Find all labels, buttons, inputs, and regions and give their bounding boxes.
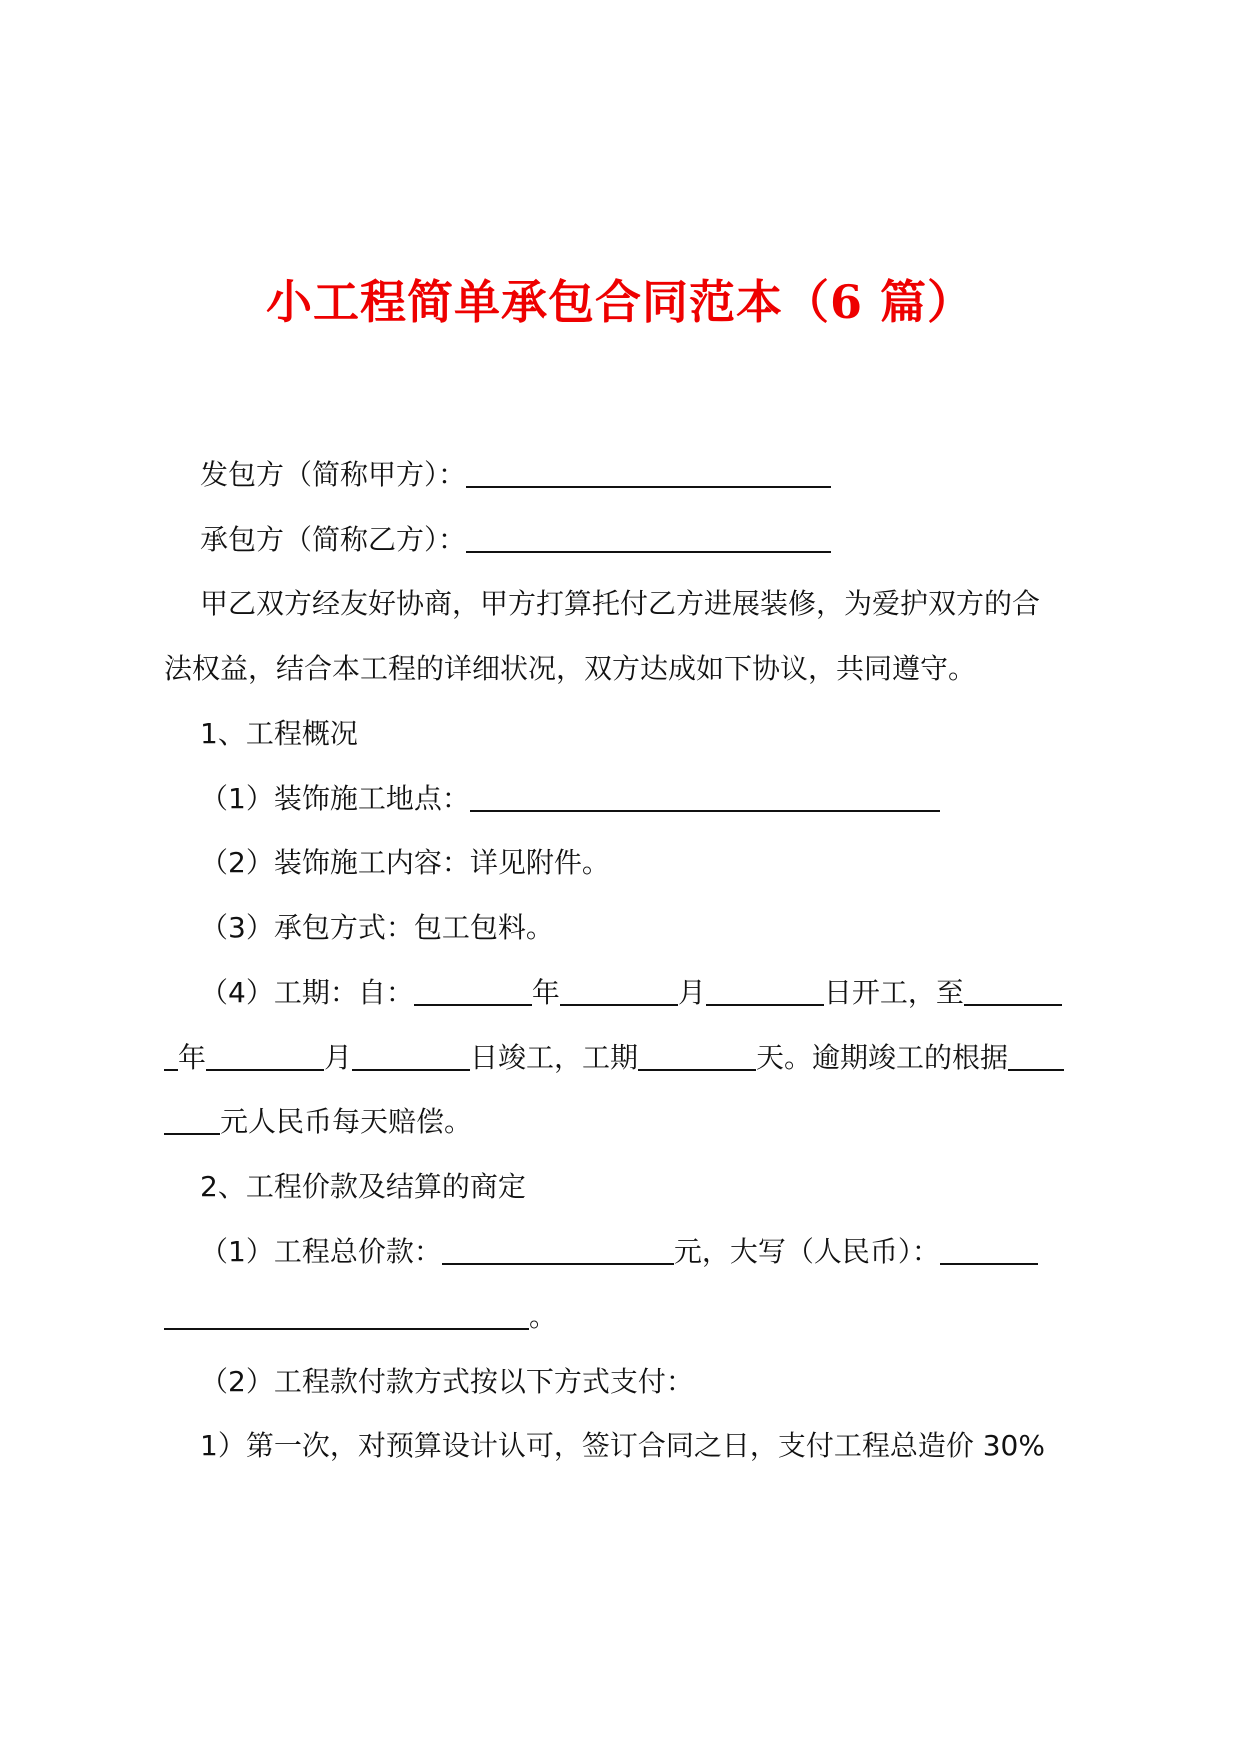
party-b-line — [200, 520, 1130, 560]
total-price-capital-blank-part-1[interactable] — [940, 1233, 1038, 1265]
item-2-1-middle: 元，大写（人民币）： — [673, 1235, 940, 1268]
document-title: 小工程简单承包合同范本（6 篇） — [265, 275, 975, 329]
item-2-1-line-2 — [164, 1297, 1094, 1337]
start-year-blank[interactable] — [414, 974, 532, 1006]
period: 。 — [529, 1300, 558, 1333]
end-year-blank-part-2[interactable] — [164, 1039, 178, 1071]
finish-text: 日竣工，工期 — [470, 1041, 639, 1074]
total-price-capital-blank-part-2[interactable] — [164, 1298, 529, 1330]
item-1-4-prefix: （4）工期：自： — [200, 976, 414, 1009]
party-b-blank[interactable] — [466, 521, 831, 553]
end-day-blank[interactable] — [352, 1039, 470, 1071]
section-2-heading: 2、工程价款及结算的商定 — [200, 1170, 526, 1203]
party-b-label: 承包方（简称乙方）： — [200, 523, 467, 556]
item-1-2: （2）装饰施工内容：详见附件。 — [200, 846, 610, 879]
item-2-1-line-1 — [200, 1232, 1130, 1272]
intro-line-1: 甲乙双方经友好协商，甲方打算托付乙方进展装修，为爱护双方的合 — [200, 587, 1041, 620]
item-1-4-line-3 — [164, 1102, 1094, 1142]
item-1-3: （3）承包方式：包工包料。 — [200, 911, 554, 944]
construction-site-blank[interactable] — [470, 780, 940, 812]
compensation-text: 元人民币每天赔偿。 — [220, 1105, 473, 1138]
overdue-text: 天。逾期竣工的根据 — [756, 1041, 1009, 1074]
duration-days-blank[interactable] — [638, 1039, 756, 1071]
item-2-1-label: （1）工程总价款： — [200, 1235, 442, 1268]
start-day-blank[interactable] — [706, 974, 824, 1006]
compensation-blank-part-1[interactable] — [1008, 1039, 1064, 1071]
end-month-blank[interactable] — [206, 1039, 324, 1071]
party-a-blank[interactable] — [466, 456, 831, 488]
item-2-2: （2）工程款付款方式按以下方式支付： — [200, 1365, 694, 1398]
compensation-blank-part-2[interactable] — [164, 1103, 220, 1135]
item-1-4-line-1 — [200, 973, 1130, 1013]
section-1-heading: 1、工程概况 — [200, 717, 358, 750]
end-month-label: 月 — [324, 1041, 353, 1074]
party-a-line — [200, 455, 1130, 495]
total-price-blank[interactable] — [442, 1233, 674, 1265]
item-1-4-line-2 — [164, 1038, 1094, 1078]
start-month-label: 月 — [677, 976, 706, 1009]
end-year-blank-part-1[interactable] — [964, 974, 1062, 1006]
item-2-2-1: 1）第一次，对预算设计认可，签订合同之日，支付工程总造价 30% — [200, 1429, 1045, 1462]
start-text: 日开工，至 — [823, 976, 964, 1009]
start-month-blank[interactable] — [560, 974, 678, 1006]
start-year-label: 年 — [531, 976, 560, 1009]
party-a-label: 发包方（简称甲方）： — [200, 458, 467, 491]
intro-line-2: 法权益，结合本工程的详细状况，双方达成如下协议，共同遵守。 — [164, 652, 977, 685]
end-year-label: 年 — [178, 1041, 207, 1074]
item-1-1-label: （1）装饰施工地点： — [200, 782, 470, 815]
item-1-1-line — [200, 779, 1130, 819]
